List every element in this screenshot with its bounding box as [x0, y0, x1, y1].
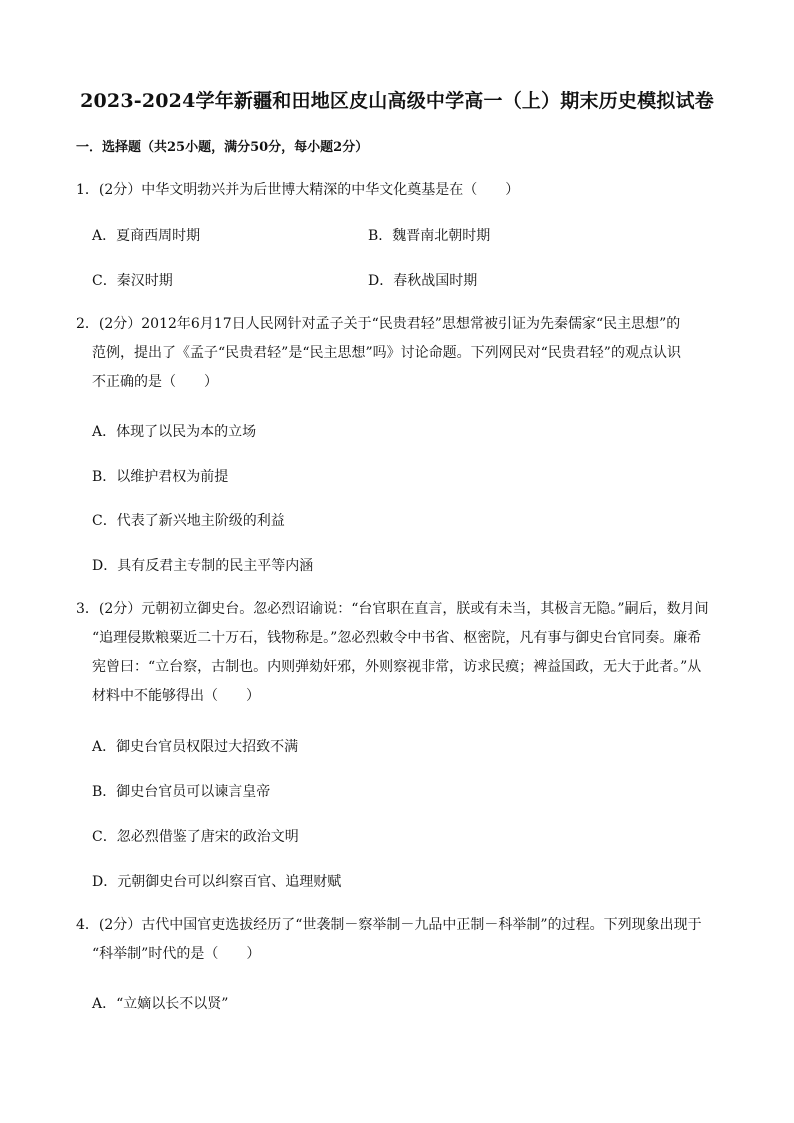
option-d: D．元朝御史台可以纠察百官、追理财赋 — [92, 874, 342, 890]
question-line: 范例，提出了《孟子“民贵君轻”是“民主思想”吗》讨论命题。下列网民对“民贵君轻”的观点认识 — [92, 345, 681, 361]
option-c: C．代表了新兴地主阶级的利益 — [92, 513, 285, 529]
option-d: D．具有反君主专制的民主平等内涵 — [92, 558, 314, 574]
option-a: A．夏商西周时期 — [92, 228, 201, 244]
option-a: A．“立嫡以长不以贤” — [92, 996, 229, 1012]
question-3 — [76, 595, 726, 711]
question-line: 1．(2分）中华文明勃兴并为后世博大精深的中华文化奠基是在（ ） — [76, 182, 520, 198]
option-d: D．春秋战国时期 — [368, 273, 478, 289]
question-line: 不正确的是（ ） — [92, 374, 218, 390]
section-heading: 一．选择题（共25小题，满分50分，每小题2分） — [76, 140, 369, 155]
option-a: A．御史台官员权限过大招致不满 — [92, 739, 299, 755]
question-1 — [76, 176, 726, 205]
option-b: B．以维护君权为前提 — [92, 469, 229, 485]
question-2 — [76, 310, 726, 397]
question-line: 宪曾曰：“立台察，古制也。内则弹劾奸邪，外则察视非常，访求民瘼；裨益国政，无大于此者。”从 — [92, 659, 702, 675]
option-b: B．魏晋南北朝时期 — [368, 228, 491, 244]
question-line: 2．(2分）2012年6月17日人民网针对孟子关于“民贵君轻”思想常被引证为先秦儒家“民主思想”的 — [76, 316, 681, 332]
question-line: “科举制”时代的是（ ） — [92, 946, 261, 962]
option-c: C．秦汉时期 — [92, 273, 173, 289]
option-b: B．御史台官员可以谏言皇帝 — [92, 784, 271, 800]
page-title: 2023-2024学年新疆和田地区皮山高级中学高一（上）期末历史模拟试卷 — [80, 90, 714, 112]
question-line: 4．(2分）古代中国官吏选拔经历了“世袭制－察举制－九品中正制－科举制”的过程。下列现象出现于 — [76, 917, 702, 933]
question-line: 材料中不能够得出（ ） — [92, 688, 260, 704]
question-line: 3．(2分）元朝初立御史台。忽必烈诏谕说：“台官职在直言，朕或有未当，其极言无隐。”嗣后，数月间 — [76, 601, 709, 617]
question-4 — [76, 911, 726, 969]
option-a: A．体现了以民为本的立场 — [92, 424, 257, 440]
question-line: “追理侵欺粮粟近二十万石，钱物称是。”忽必烈敕令中书省、枢密院，凡有事与御史台官同奏。廉希 — [92, 630, 702, 646]
option-c: C．忽必烈借鉴了唐宋的政治文明 — [92, 829, 299, 845]
